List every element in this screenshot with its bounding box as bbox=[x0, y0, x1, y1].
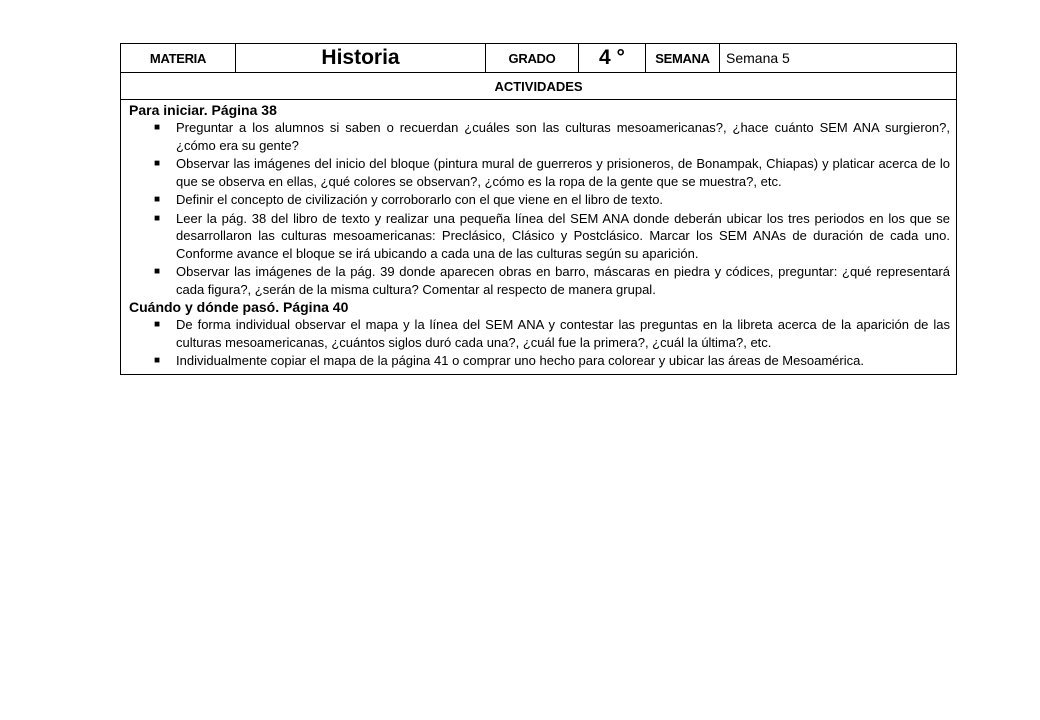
section-title: Cuándo y dónde pasó. Página 40 bbox=[129, 299, 349, 315]
semana-label: SEMANA bbox=[646, 44, 720, 73]
list-item-text: Individualmente copiar el mapa de la página 41 o comprar uno hecho para colorear y ubicar las áreas de Mesoamérica. bbox=[176, 353, 864, 368]
planning-table bbox=[120, 43, 957, 375]
list-item-text: Leer la pág. 38 del libro de texto y realizar una pequeña línea del SEM ANA donde deberán ubicar los tres periodos en los que se desarrollaron las culturas mesoamericanas: Preclásico, Clásico y Postclásico. Marcar los SEM ANAs de duración de cada uno. Conforme avance el bloque se irá ubicando a cada una de las culturas según su aparición. bbox=[176, 210, 950, 261]
bullet-icon: ■ bbox=[154, 319, 161, 330]
list-item bbox=[129, 155, 950, 190]
bullet-icon: ■ bbox=[154, 266, 161, 277]
list-item bbox=[129, 352, 950, 370]
bullet-icon: ■ bbox=[154, 212, 161, 224]
list-item-text: Preguntar a los alumnos si saben o recuerdan ¿cuáles son las culturas mesoamericanas?, ¿hace cuánto SEM ANA surgieron?, ¿cómo era su gente? bbox=[176, 120, 950, 153]
list-item bbox=[129, 316, 950, 351]
list-item-text: Definir el concepto de civilización y corroborarlo con el que viene en el libro de texto. bbox=[176, 192, 664, 207]
list-item bbox=[129, 210, 950, 263]
actividades-row bbox=[121, 73, 957, 100]
list-item-text: De forma individual observar el mapa y la línea del SEM ANA y contestar las preguntas en la libreta acerca de la aparición de las culturas mesoamericanas, ¿cuántos siglos duró cada una?, ¿cuál fue la primera?, ¿cuál la última?, etc. bbox=[176, 317, 950, 350]
content-row bbox=[121, 100, 957, 375]
section-title: Para iniciar. Página 38 bbox=[129, 102, 277, 118]
activities-content bbox=[121, 100, 957, 375]
materia-value: Historia bbox=[236, 44, 486, 73]
bullet-icon: ■ bbox=[154, 194, 161, 205]
list-item bbox=[129, 263, 950, 298]
header-row bbox=[121, 44, 957, 73]
bullet-icon: ■ bbox=[154, 122, 161, 133]
bullet-icon: ■ bbox=[154, 158, 161, 169]
grado-value: 4 ° bbox=[579, 44, 646, 73]
list-item bbox=[129, 119, 950, 154]
semana-value: Semana 5 bbox=[720, 44, 957, 73]
section-list bbox=[129, 119, 950, 298]
list-item bbox=[129, 191, 950, 209]
section-list bbox=[129, 316, 950, 370]
bullet-icon: ■ bbox=[154, 355, 161, 366]
grado-label: GRADO bbox=[486, 44, 579, 73]
list-item-text: Observar las imágenes de la pág. 39 donde aparecen obras en barro, máscaras en piedra y códices, preguntar: ¿qué representará cada figura?, ¿serán de la misma cultura? Comentar al respecto de manera grupal. bbox=[176, 264, 950, 297]
materia-label: MATERIA bbox=[121, 44, 236, 73]
actividades-heading: ACTIVIDADES bbox=[121, 73, 957, 100]
list-item-text: Observar las imágenes del inicio del bloque (pintura mural de guerreros y prisioneros, de Bonampak, Chiapas) y platicar acerca de lo que se observa en ellas, ¿qué colores se observan?, ¿cómo es la ropa de la gente que se muestra?, etc. bbox=[176, 156, 950, 189]
